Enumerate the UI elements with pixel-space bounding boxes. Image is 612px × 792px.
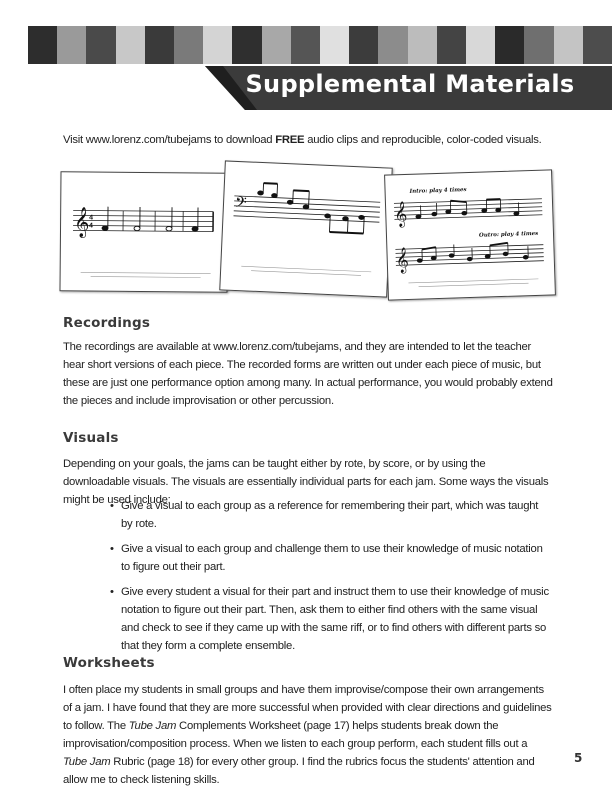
svg-text:𝄞: 𝄞 bbox=[393, 201, 408, 228]
header-stripe bbox=[378, 26, 407, 64]
list-item: • Give every student a visual for their part and instruct them to use their knowledge of music notation to figure out their part. Then, ask them to either find others with the same visual and check to see if they came up with the same riff, or to find others with different parts so that they form a complete ensemble. bbox=[110, 583, 550, 655]
svg-text:4: 4 bbox=[89, 222, 93, 230]
list-item: • Give a visual to each group and challenge them to use their knowledge of music notation to figure out their part. bbox=[110, 540, 550, 576]
visuals-heading: Visuals bbox=[63, 430, 119, 446]
visual-sample-2 bbox=[219, 160, 393, 297]
svg-text:4: 4 bbox=[89, 214, 94, 222]
visual-sample-3 bbox=[384, 169, 556, 300]
list-item: • Give a visual to each group as a reference for remembering their part, which was taught by rote. bbox=[110, 497, 550, 533]
visual-sample-1 bbox=[59, 171, 228, 292]
header-stripe bbox=[232, 26, 261, 64]
recordings-body: The recordings are available at www.lorenz.com/tubejams, and they are intended to let the teacher hear short versions of each piece. The recorded forms are written out under each piece of music, but these are just one performance option among many. In actual performance, you would probably extend the pieces and include improvisation or other percussion. bbox=[63, 341, 553, 407]
outro-label: Outro: play 4 times bbox=[478, 230, 539, 239]
header-stripe bbox=[174, 26, 203, 64]
header-stripes bbox=[28, 26, 612, 64]
svg-text:𝄞: 𝄞 bbox=[395, 247, 410, 274]
visuals-body: Depending on your goals, the jams can be taught either by rote, by score, or by using the downloadable visuals. The visuals are essentially individual parts for each jam. Some ways the visuals might be used include: bbox=[63, 458, 549, 506]
staff-notation bbox=[60, 172, 227, 291]
page-title: Supplemental Materials bbox=[245, 70, 575, 98]
header-stripe bbox=[466, 26, 495, 64]
svg-text:𝄞: 𝄞 bbox=[73, 207, 90, 238]
intro-label: Intro: play 4 times bbox=[409, 187, 467, 195]
header-stripe bbox=[408, 26, 437, 64]
svg-text:𝄢: 𝄢 bbox=[234, 193, 248, 216]
recordings-heading: Recordings bbox=[63, 315, 151, 331]
header-stripe bbox=[320, 26, 349, 64]
header-stripe bbox=[57, 26, 86, 64]
header-stripe bbox=[145, 26, 174, 64]
staff-notation bbox=[220, 161, 391, 296]
header-stripe bbox=[554, 26, 583, 64]
header-stripe bbox=[437, 26, 466, 64]
header-stripe bbox=[116, 26, 145, 64]
worksheets-body: I often place my students in small groups and have them improvise/compose their own arrangements of a jam. I have found that they are more successful when provided with clear directions and guidelines to follow. The Tube Jam Complements Worksheet (page 17) helps students break down the improvisation/composition process. When we listen to each group perform, each student fills out a Tube Jam Rubric (page 18) for every other group. I find the rubrics focus the students' attention and allow me to check listening skills. bbox=[63, 684, 552, 786]
page-number: 5 bbox=[574, 751, 583, 765]
header-stripe bbox=[495, 26, 524, 64]
header-stripe bbox=[583, 26, 612, 64]
header-stripe bbox=[86, 26, 115, 64]
worksheets-heading: Worksheets bbox=[63, 655, 155, 671]
header-stripe bbox=[524, 26, 553, 64]
header-stripe bbox=[291, 26, 320, 64]
header-stripe bbox=[28, 26, 57, 64]
intro-text: Visit www.lorenz.com/tubejams to download FREE audio clips and reproducible, color-coded visuals. bbox=[63, 134, 542, 146]
visuals-bullet-list bbox=[110, 497, 550, 662]
header-stripe bbox=[349, 26, 378, 64]
header-stripe bbox=[203, 26, 232, 64]
header-stripe bbox=[262, 26, 291, 64]
